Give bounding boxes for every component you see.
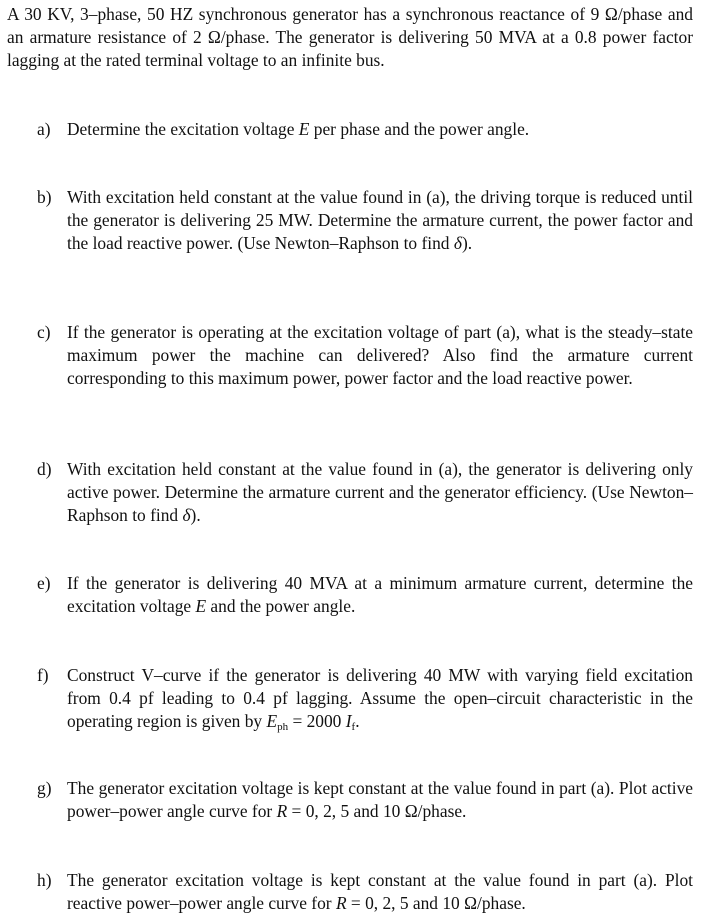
question-c <box>37 321 693 390</box>
question-text: With excitation held constant at the value found in (a), the generator is delivering only active power. Determine the armature current and the generator efficiency. (Use Newton–Raphson to find δ). <box>67 459 693 525</box>
question-label: f) <box>37 665 49 685</box>
question-text: If the generator is operating at the excitation voltage of part (a), what is the steady–state maximum power the machine can delivered? Also find the armature current corresponding to this maximum power, power factor and the load reactive power. <box>67 322 693 388</box>
question-text: If the generator is delivering 40 MVA at a minimum armature current, determine the excitation voltage E and the power angle. <box>67 573 693 616</box>
question-label: h) <box>37 870 52 890</box>
question-b <box>37 186 693 255</box>
question-text: Determine the excitation voltage E per phase and the power angle. <box>67 119 530 139</box>
problem-statement: A 30 KV, 3–phase, 50 HZ synchronous generator has a synchronous reactance of 9 Ω/phase and an armature resistance of 2 Ω/phase. The generator is delivering 50 MVA at a 0.8 power factor lagging at the rated terminal voltage to an infinite bus. <box>7 4 693 70</box>
question-h <box>37 869 693 915</box>
question-text: Construct V–curve if the generator is delivering 40 MW with varying field excitation from 0.4 pf leading to 0.4 pf lagging. Assume the open–circuit characteristic in the operating region is given by $E_{ph} = 2000$ $I_f$. <box>67 665 693 733</box>
question-label: a) <box>37 119 51 139</box>
question-f <box>37 664 693 733</box>
question-e <box>37 572 693 618</box>
question-a <box>37 118 693 141</box>
question-label: e) <box>37 573 51 593</box>
question-text: With excitation held constant at the value found in (a), the driving torque is reduced until the generator is delivering 25 MW. Determine the armature current, the power factor and the load reactive power. (Use Newton–Raphson to find δ). <box>67 187 693 253</box>
question-label: b) <box>37 187 52 207</box>
question-label: d) <box>37 459 52 479</box>
question-label: g) <box>37 778 52 798</box>
question-text: The generator excitation voltage is kept constant at the value found in part (a). Plot active power–power angle curve for R = 0, 2, 5 and 10 Ω/phase. <box>67 778 693 821</box>
question-text: The generator excitation voltage is kept constant at the value found in part (a). Plot reactive power–power angle curve for R = 0, 2, 5 and 10 Ω/phase. <box>67 870 693 913</box>
question-g <box>37 777 693 823</box>
question-label: c) <box>37 322 51 342</box>
question-d <box>37 458 693 527</box>
